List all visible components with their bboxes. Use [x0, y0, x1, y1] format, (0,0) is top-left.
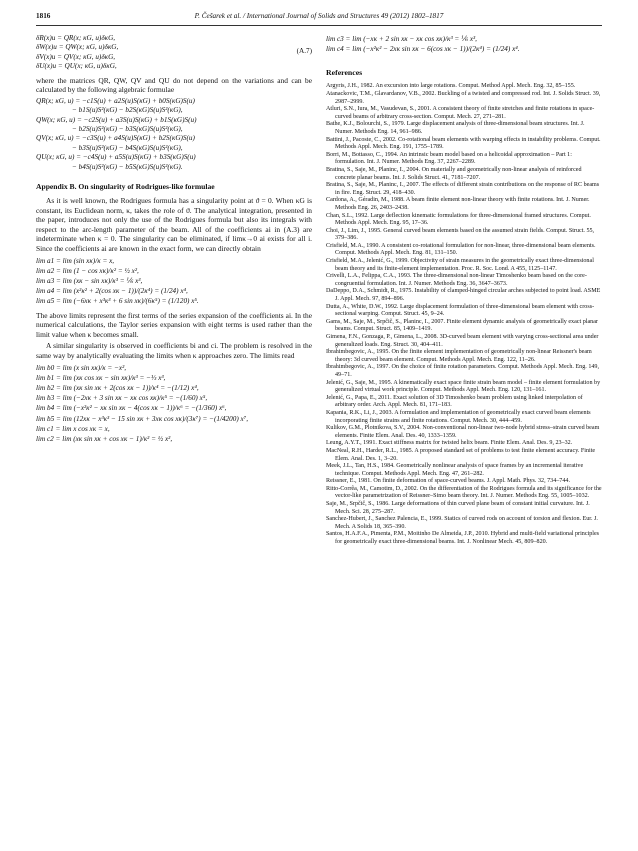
limit-equation: lim a1 = lim (sin xκ)/κ = x,	[36, 256, 115, 265]
left-column	[36, 32, 312, 448]
reference-item: Leung, A.Y.T., 1991. Exact stiffness matrix for twisted helix beam. Finite Elem. Anal. Des. 9, 23–32.	[326, 440, 573, 447]
limit-equation: lim c2 = lim (xκ sin xκ + cos xκ − 1)/κ² = ½ x²,	[36, 435, 173, 444]
reference-item: Atluri, S.N., Iura, M., Vasudevan, S., 2001. A consistent theory of finite stretches and finite rotations in space-curved beams of arbitrary cross-section. Comput. Mech. 27, 271–281.	[326, 106, 595, 120]
page-number: 1816	[36, 12, 51, 20]
reference-item: Saje, M., Srpčič, S., 1986. Large deformations of thin curved plane beam of constant initial curvature. Int. J. Mech. Sci. 28, 275–287.	[326, 501, 590, 515]
reference-item: Jelenić, G., Papa, E., 2011. Exact solution of 3D Timoshenko beam problem using linked interpolation of arbitrary order. Arch. Appl. Mech. 81, 171–183.	[326, 394, 583, 409]
reference-item: Battini, J., Pacoste, C., 2002. Co-rotational beam elements with warping effects in instability problems. Comput. Methods Appl. Mech. Eng. 191, 1755–1789.	[326, 136, 601, 151]
reference-item: Kapania, R.K., Li, J., 2003. A formulation and implementation of geometrically exact curved beam elements incorporating finite strains and finite rotations. Comput. Mech. 30, 444–459.	[326, 409, 591, 424]
limit-equation: lim a4 = lim (x²κ² + 2(cos xκ − 1))/(2κ⁴) = (1/24) x⁴,	[36, 287, 188, 296]
equation-line: δW(x)u = QW(x; κG, u)δκG,	[36, 43, 119, 52]
paragraph: where the matrices QR, QW, QV and QU do not depend on the variations and can be calculated by the following algebraic formulae	[36, 75, 312, 95]
reference-item: Meek, J.L., Tan, H.S., 1984. Geometrically nonlinear analysis of space frames by an incremental iterative technique. Comput. Methods Appl. Mech. Eng. 47, 261–282.	[326, 463, 584, 477]
reference-item: DaDeppo, D.A., Schmidt, R., 1975. Instability of clamped-hinged circular arches subjected to point load. ASME J. Appl. Mech. 97, 894–896.	[326, 288, 601, 303]
header-rule	[36, 25, 602, 26]
running-header	[36, 12, 602, 26]
limits-c-block	[326, 34, 602, 54]
paragraph: A similar singularity is observed in coefficients bi and ci. The problem is resolved in the same way by analytically evaluating the limits when κ approaches zero. The limits read	[36, 341, 312, 361]
equation-a7	[36, 34, 312, 72]
reference-item: Borri, M., Bottasso, C., 1994. An intrinsic beam model based on a helicoidal approximation – Part 1: formulation. Int. J. Numer. Methods Eng. 37, 2267–2289.	[326, 151, 572, 166]
limit-equation: lim b5 = lim (12xκ − x³κ³ − 15 sin xκ + 3xκ cos xκ)/(3κ⁷) = −(1/4200) x⁷,	[36, 414, 249, 423]
running-title: P. Češarek et al. / International Journal of Solids and Structures 49 (2012) 1802–1817	[194, 12, 444, 20]
equation-line: QV(x; κG, u) = −c3S(u) + a4S(u)S(κG) + b2S(κG)S(u)	[36, 134, 195, 143]
reference-item: Crisfield, M.A., Jelenić, G., 1999. Objectivity of strain measures in the geometrically exact three-dimensional beam theory and its finite-element implementation. Proc. R. Soc. Lond. A 455, 1125–1147.	[326, 258, 594, 272]
paragraph: As it is well known, the Rodrigues formula has a singularity point at ϑ = 0. When κG is constant, its Euclidean norm, κ, takes the role of ϑ. The analytical integration, presented in the paper, introduces not only the use of the Rodrigues formula but also its integrals with respect to the arc-length parameter of the beam. All of the coefficients ai in (A.3) are indeterminate when κ = 0. The singularity can be eliminated, if limκ→0 ai exists for all i. Since the coefficients ai are known in the exact form, we can directly obtain	[36, 196, 312, 254]
reference-item: Ibrahimbegovic, A., 1997. On the choice of finite rotation parameters. Comput. Methods Appl. Mech. Eng. 149, 49–71.	[326, 364, 599, 378]
reference-item: Crisfield, M.A., 1990. A consistent co-rotational formulation for non-linear, three-dimensional beam elements. Comput. Methods Appl. Mech. Eng. 81, 131–150.	[326, 242, 596, 257]
reference-list	[326, 83, 602, 546]
equation-line: − b1S(u)S²(κG) − b2S(κG)S(u)S²(κG),	[72, 106, 183, 115]
equation-line: QW(x; κG, u) = −c2S(u) + a3S(u)S(κG) + b1S(κG)S(u)	[36, 115, 197, 124]
reference-item: Bathe, K.J., Bolourchi, S., 1979. Large displacement analysis of three-dimensional beam structures. Int. J. Numer. Methods Eng. 14, 961–986.	[326, 121, 585, 135]
limit-equation: lim b0 = lim (x sin xκ)/κ = −x²,	[36, 363, 127, 372]
reference-item: Atanackovic, T.M., Glavardanov, V.B., 2002. Buckling of a twisted and compressed rod. Int. J. Solids Struct. 39, 2987–2999.	[326, 91, 601, 105]
reference-item: Ritto-Corrêa, M., Camotim, D., 2002. On the differentiation of the Rodrigues formula and its significance for the vector-like parametrization of Reissner–Simo beam theory. Int. J. Numer. Methods Eng. 55, 1005–1032.	[326, 485, 602, 500]
equation-line: − b3S(u)S²(κG) − b4S(κG)S(u)S²(κG),	[72, 143, 183, 152]
reference-item: Cardona, A., Géradin, M., 1988. A beam finite element non-linear theory with finite rotations. Int. J. Numer. Methods Eng. 26, 2403–2438.	[326, 197, 590, 211]
reference-item: Choi, J., Lim, J., 1995. General curved beam elements based on the assumed strain fields. Comput. Struct. 55, 379–386.	[326, 227, 595, 242]
appendix-title: Appendix B. On singularity of Rodrigues-like formulae	[36, 182, 215, 192]
equation-number: (A.7)	[296, 47, 312, 55]
limit-equation: lim b3 = lim (−2xκ + 3 sin xκ − xκ cos xκ)/κ⁵ = −(1/60) x⁵,	[36, 394, 208, 403]
right-column	[326, 32, 602, 547]
equation-line: − b2S(u)S²(κG) − b3S(κG)S(u)S²(κG),	[72, 125, 183, 134]
reference-item: Gimena, F.N., Gonzaga, P., Gimena, L., 2008. 3D-curved beam element with varying cross-sectional area under generalized loads. Eng. Struct. 30, 404–411.	[326, 334, 599, 348]
limit-equation: lim c4 = lim (−x²κ² − 2xκ sin xκ − 6(cos xκ − 1))/(2κ⁴) = (1/24) x⁴.	[326, 45, 520, 54]
limit-equation: lim b1 = lim (xκ cos xκ − sin xκ)/κ³ = −⅓ x³,	[36, 373, 166, 382]
limits-bc-block	[36, 363, 312, 445]
references-title: References	[326, 68, 363, 78]
equation-line: δV(x)u = QV(x; κG, u)δκG,	[36, 52, 116, 61]
limit-equation: lim b4 = lim (−x²κ² − xκ sin xκ − 4(cos xκ − 1))/κ⁶ = −(1/360) x⁶,	[36, 404, 227, 413]
reference-item: Bratina, S., Saje, M., Planinc, I., 2007. The effects of different strain contributions on the response of RC beams in fire. Eng. Struct. 29, 418–430.	[326, 182, 600, 196]
reference-item: Reissner, E., 1981. On finite deformation of space-curved beams. J. Appl. Math. Phys. 32, 734–744.	[326, 478, 570, 485]
limit-equation: lim c3 = lim (−xκ + 2 sin xκ − xκ cos xκ)/κ³ = ⅙ x³,	[326, 35, 477, 43]
equation-line: QU(x; κG, u) = −c4S(u) + a5S(u)S(κG) + b3S(κG)S(u)	[36, 153, 196, 162]
reference-item: Argyris, J.H., 1982. An excursion into large rotations. Comput. Method Appl. Mech. Eng. 32, 85–155.	[326, 83, 576, 90]
paragraph: The above limits represent the first terms of the series expansion of the coefficients ai. In the numerical calculations, the Taylor series expansion with eight terms is used rather than the limit value when κ becomes small.	[36, 310, 312, 339]
limit-equation: lim a5 = lim (−6xκ + x³κ³ + 6 sin xκ)/(6κ⁵) = (1/120) x⁵.	[36, 297, 199, 306]
reference-item: Kulikov, G.M., Plotnikova, S.V., 2004. Non-conventional non-linear two-node hybrid stress–strain curved beam elements. Finite Elem. Anal. Des. 40, 1333–1359.	[326, 425, 600, 439]
reference-item: MacNeal, R.H., Harder, R.L., 1985. A proposed standard set of problems to test finite element accuracy. Finite Elem. Anal. Des. 1, 3–20.	[326, 447, 596, 462]
equation-line: δR(x)u = QR(x; κG, u)δκG,	[36, 34, 116, 42]
limit-equation: lim c1 = lim x cos xκ = x,	[36, 424, 110, 433]
reference-item: Chan, S.L., 1992. Large deflection kinematic formulations for three-dimensional framed structures. Comput. Methods Appl. Mech. Eng. 95, 17–36.	[326, 212, 591, 227]
limit-equation: lim b2 = lim (xκ sin xκ + 2(cos xκ − 1))/κ⁴ = −(1/12) x⁴,	[36, 384, 199, 393]
equation-line: QR(x; κG, u) = −c1S(u) + a2S(u)S(κG) + b0S(κG)S(u)	[36, 96, 195, 105]
reference-item: Santos, H.A.F.A., Pimenta, P.M., Moitinho De Almeida, J.P., 2010. Hybrid and multi-field variational principles for geometrically exact three-dimensional beams. Int. J. Nonlinear Mech. 45, 809–820.	[326, 531, 600, 546]
limit-equation: lim a3 = lim (xκ − sin xκ)/κ³ = ⅙ x³,	[36, 277, 143, 286]
reference-item: Dutta, A., White, D.W., 1992. Large displacement formulation of three-dimensional beam element with cross-sectional warping. Comput. Struct. 45, 9–24.	[326, 303, 595, 318]
reference-item: Jelenić, G., Saje, M., 1995. A kinematically exact space finite strain beam model – finite element formulation by generalized virtual work principle. Comput. Methods Appl. Mech. Eng. 120, 131–161.	[326, 379, 601, 394]
q-formulae	[36, 97, 312, 172]
limits-a-block	[36, 256, 312, 307]
limit-equation: lim a2 = lim (1 − cos xκ)/κ² = ½ x²,	[36, 266, 139, 275]
reference-item: Crivelli, L.A., Felippa, C.A., 1993. The three-dimensional non-linear Timoshenko beam based on the core-congruential formulation. Int. J. Numer. Methods Eng. 36, 3647–3673.	[326, 273, 587, 287]
reference-item: Bratina, S., Saje, M., Planinc, I., 2004. On materially and geometrically non-linear analysis of reinforced concrete planar beams. Int. J. Solids Struct. 41, 7181–7207.	[326, 166, 582, 181]
equation-line: − b4S(u)S²(κG) − b5S(κG)S(u)S²(κG).	[72, 162, 183, 171]
reference-item: Sanchez-Hubert, J., Sanchez Palencia, E., 1999. Statics of curved rods on account of torsion and flexion. Eur. J. Mech. A Solids 18, 365–390.	[326, 516, 598, 530]
reference-item: Gams, M., Saje, M., Srpčič, S., Planinc, I., 2007. Finite element dynamic analysis of geometrically exact planar beams. Comput. Struct. 85, 1409–1419.	[326, 318, 598, 333]
equation-line: δU(x)u = QU(x; κG, u)δκG,	[36, 62, 117, 71]
reference-item: Ibrahimbegovic, A., 1995. On the finite element implementation of geometrically non-linear Reissner's beam theory: 3d curved beam element. Comput. Methods Appl. Mech. Eng. 122, 11–26.	[326, 349, 592, 363]
